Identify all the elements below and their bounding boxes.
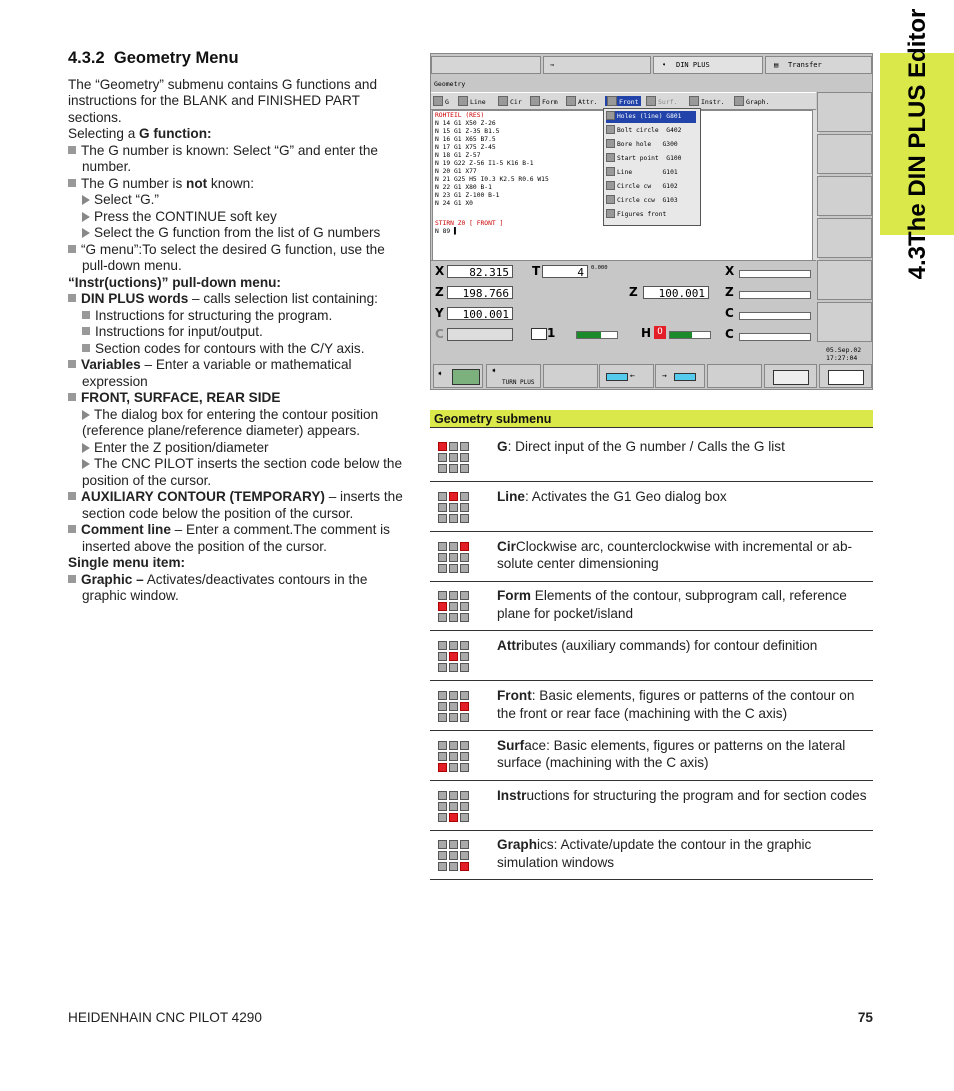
load-bar: [739, 333, 811, 341]
pointer-icon: ➧: [662, 61, 667, 69]
row-description: Attributes (auxiliary commands) for contour definition: [497, 638, 818, 654]
screen-tab-1[interactable]: [431, 56, 541, 74]
dropdown-item[interactable]: Holes (line) G801: [606, 111, 696, 123]
front-step-2: Enter the Z position/diameter: [68, 440, 413, 457]
softkey-window[interactable]: [764, 364, 817, 388]
menu-instr[interactable]: Instr.: [689, 96, 724, 106]
menu-form[interactable]: Form: [530, 96, 558, 106]
softkey-blank-2[interactable]: [707, 364, 762, 388]
front-heading: FRONT, SURFACE, REAR SIDE: [68, 390, 413, 407]
turn-plus-icon: ➧: [491, 366, 498, 377]
screen-tab-2[interactable]: [543, 56, 651, 74]
table-row: [430, 830, 873, 880]
arrow-left-icon: ←: [630, 371, 635, 380]
feed-readout: 0.000: [591, 265, 608, 271]
menu-grid-icon: [438, 691, 470, 723]
move-right-icon: [674, 373, 696, 381]
din-item-2: Instructions for input/output.: [68, 324, 413, 341]
axis-label-z2: Z: [629, 285, 638, 299]
table-row: [430, 681, 873, 731]
position-display: [431, 260, 816, 343]
program-line: N 19 G22 Z-56 I1-5 K16 B-1: [435, 160, 534, 167]
bullet-graphic: Graphic – Activates/deactivates contours in the graphic window.: [68, 572, 413, 605]
softkey-move-left[interactable]: [599, 364, 654, 388]
cnc-screen-figure: [430, 53, 873, 390]
menu-grid-icon: [438, 741, 470, 773]
side-softkey[interactable]: [817, 92, 872, 132]
load-bar: [739, 270, 811, 278]
table-heading: Geometry submenu: [430, 410, 873, 428]
step-2: Press the CONTINUE soft key: [68, 209, 413, 226]
screen-title: Geometry: [434, 80, 466, 88]
bullet-aux: AUXILIARY CONTOUR (TEMPORARY) – inserts the section code below the position of the cursor.: [68, 489, 413, 522]
row-description: Graphics: Activate/update the contour in the graphic simulation windows: [497, 837, 812, 870]
menu-graph[interactable]: Graph.: [734, 96, 769, 106]
right-axis-label: X: [725, 264, 735, 278]
bullet-g-menu: “G menu”:To select the desired G function, use the pull-down menu.: [68, 242, 413, 275]
dropdown-item[interactable]: Bolt circle G402: [606, 125, 696, 137]
tool-label: T: [532, 264, 541, 278]
menu-grid-icon: [438, 641, 470, 673]
chapter-side-tab: 4.3The DIN PLUS Editor: [880, 53, 954, 235]
right-axis-label: C: [725, 327, 734, 341]
table-row: [430, 631, 873, 681]
program-line: N 23 G1 Z-100 B-1: [435, 192, 500, 199]
override-bar: [669, 331, 711, 339]
menu-g[interactable]: G: [433, 96, 449, 106]
dropdown-item[interactable]: Start point G100: [606, 153, 696, 165]
move-left-icon: [606, 373, 628, 381]
side-softkey[interactable]: [817, 134, 872, 174]
program-label: ROHTEIL (RES): [435, 112, 485, 119]
side-softkey[interactable]: [817, 260, 872, 300]
dropdown-item[interactable]: Circle ccw G103: [606, 195, 696, 207]
softkey-insert[interactable]: [433, 364, 483, 388]
axis-value-y: 100.001: [447, 307, 513, 320]
step-3: Select the G function from the list of G numbers: [68, 225, 413, 242]
load-bar: [739, 291, 811, 299]
selecting-text: Selecting a G function:: [68, 126, 212, 141]
bullet-din-words: DIN PLUS words – calls selection list containing:: [68, 291, 413, 308]
menu-line[interactable]: Line: [458, 96, 486, 106]
program-line: N 24 G1 X0: [435, 200, 473, 207]
menu-grid-icon: [438, 791, 470, 823]
date-time: 05.Sep.02 17:27:04: [826, 346, 862, 362]
menu-grid-icon: [438, 492, 470, 524]
right-axis-label: C: [725, 306, 734, 320]
menu-attr[interactable]: Attr.: [566, 96, 598, 106]
bullet-comment: Comment line – Enter a comment.The comment is inserted above the position of the cursor.: [68, 522, 413, 555]
row-description: Surface: Basic elements, figures or patterns on the lateral surface (machining with the C axis): [497, 737, 846, 771]
row-description: Line: Activates the G1 Geo dialog box: [497, 488, 727, 504]
dropdown-item[interactable]: Bore hole G300: [606, 139, 696, 151]
program-line: N 21 G25 H5 I0.3 K2.5 R0.6 W15: [435, 176, 549, 183]
row-description: Instructions for structuring the program and for section codes: [497, 787, 867, 803]
table-row: [430, 432, 873, 482]
instr-heading: “Instr(uctions)” pull-down menu:: [68, 274, 281, 290]
program-line: N 22 G1 X80 B-1: [435, 184, 492, 191]
front-step-3: The CNC PILOT inserts the section code below the position of the cursor.: [82, 456, 403, 488]
insert-icon: ➧: [437, 369, 444, 380]
folder-arrow-icon: ⇒: [550, 61, 555, 69]
table-row: [430, 532, 873, 582]
front-dropdown: [603, 108, 701, 226]
spindle-bar: [576, 331, 618, 339]
spindle-number: 1: [547, 326, 556, 340]
menu-surf[interactable]: Surf.: [646, 96, 678, 106]
axis-value-x: 82.315: [447, 265, 513, 278]
program-line: N 18 G1 Z-57: [435, 152, 481, 159]
axis-label-y: Y: [435, 306, 444, 320]
dropdown-item[interactable]: Figures front: [606, 209, 696, 221]
menu-grid-icon: [438, 542, 470, 574]
table-row: [430, 781, 873, 831]
bullet-g-known: The G number is known: Select “G” and enter the number.: [68, 143, 413, 176]
axis-label-c: C: [435, 327, 444, 341]
axis-value-z: 198.766: [447, 286, 513, 299]
table-row: [430, 482, 873, 532]
arrow-right-icon: →: [662, 371, 667, 380]
bullet-g-notknown: The G number is not known:: [68, 176, 413, 193]
h-label: H: [641, 326, 652, 340]
page-number: 75: [857, 1010, 873, 1025]
menu-grid-icon: [438, 442, 470, 474]
tool-value: 4: [542, 265, 588, 278]
softkey-contour[interactable]: [819, 364, 872, 388]
step-1: Select “G.”: [68, 192, 413, 209]
row-description: CirClockwise arc, counterclockwise with incremental or ab-solute center dimensioning: [497, 538, 853, 572]
menu-cir[interactable]: Cir: [498, 96, 522, 106]
window-icon: [773, 370, 809, 385]
dropdown-item[interactable]: Circle cw G102: [606, 181, 696, 193]
table-row: [430, 731, 873, 781]
softkey-turn-plus[interactable]: ➧ TURN PLUS: [486, 364, 541, 388]
screen-tab-transfer[interactable]: ▤ Transfer: [765, 56, 872, 74]
footer-text: HEIDENHAIN CNC PILOT 4290: [68, 1010, 262, 1025]
din-item-3: Section codes for contours with the C/Y axis.: [68, 341, 413, 358]
transfer-icon: ▤: [774, 61, 779, 69]
right-axis-label: Z: [725, 285, 734, 299]
program-line: N 15 G1 Z-35 B1.5: [435, 128, 500, 135]
single-heading: Single menu item:: [68, 555, 186, 570]
left-column: [68, 50, 413, 605]
axis-label-z: Z: [435, 285, 444, 299]
front-step-1: The dialog box for entering the contour position (reference plane/reference diameter) appears.: [82, 406, 379, 438]
o-indicator: O: [654, 326, 666, 339]
edit-icon: [452, 369, 480, 385]
row-description: Form Elements of the contour, subprogram call, reference plane for pocket/island: [497, 588, 847, 621]
program-line: N 20 G1 X77: [435, 168, 477, 175]
row-description: G: Direct input of the G number / Calls the G list: [497, 439, 785, 454]
program-line: N 16 G1 X65 B7.5: [435, 136, 496, 143]
stirn-line: STIRN Z0 [ FRONT ]: [435, 220, 504, 227]
menu-grid-icon: [438, 840, 470, 872]
menu-grid-icon: [438, 591, 470, 623]
menu-front[interactable]: Front: [605, 96, 641, 106]
chuck-icon: [531, 328, 547, 340]
softkey-move-right[interactable]: [655, 364, 705, 388]
section-heading: 4.3.2 Geometry Menu: [68, 49, 239, 67]
contour-icon: [828, 370, 864, 385]
program-line: N 17 G1 X75 Z-45: [435, 144, 496, 151]
axis-value-c: [447, 328, 513, 341]
program-line: N 14 G1 X50 Z-26: [435, 120, 496, 127]
side-softkey[interactable]: [817, 176, 872, 216]
din-item-1: Instructions for structuring the program.: [68, 308, 413, 325]
axis-value-z2: 100.001: [643, 286, 709, 299]
screen-tab-din-plus[interactable]: ➧ DIN PLUS: [653, 56, 763, 74]
intro-text: The “Geometry” submenu contains G functions and instructions for the BLANK and FINISHED PART sections.: [68, 76, 378, 125]
dropdown-item[interactable]: Line G101: [606, 167, 696, 179]
cursor-line: N 89 ▌: [435, 228, 458, 235]
side-softkey[interactable]: [817, 302, 872, 342]
axis-label-x: X: [435, 264, 445, 278]
load-bar: [739, 312, 811, 320]
side-softkey[interactable]: [817, 218, 872, 258]
softkey-blank[interactable]: [543, 364, 598, 388]
table-row: [430, 581, 873, 631]
bullet-variables: Variables – Enter a variable or mathematical expression: [68, 357, 413, 390]
row-description: Front: Basic elements, figures or patterns of the contour on the front or rear face (machining with the C axis): [497, 688, 855, 721]
